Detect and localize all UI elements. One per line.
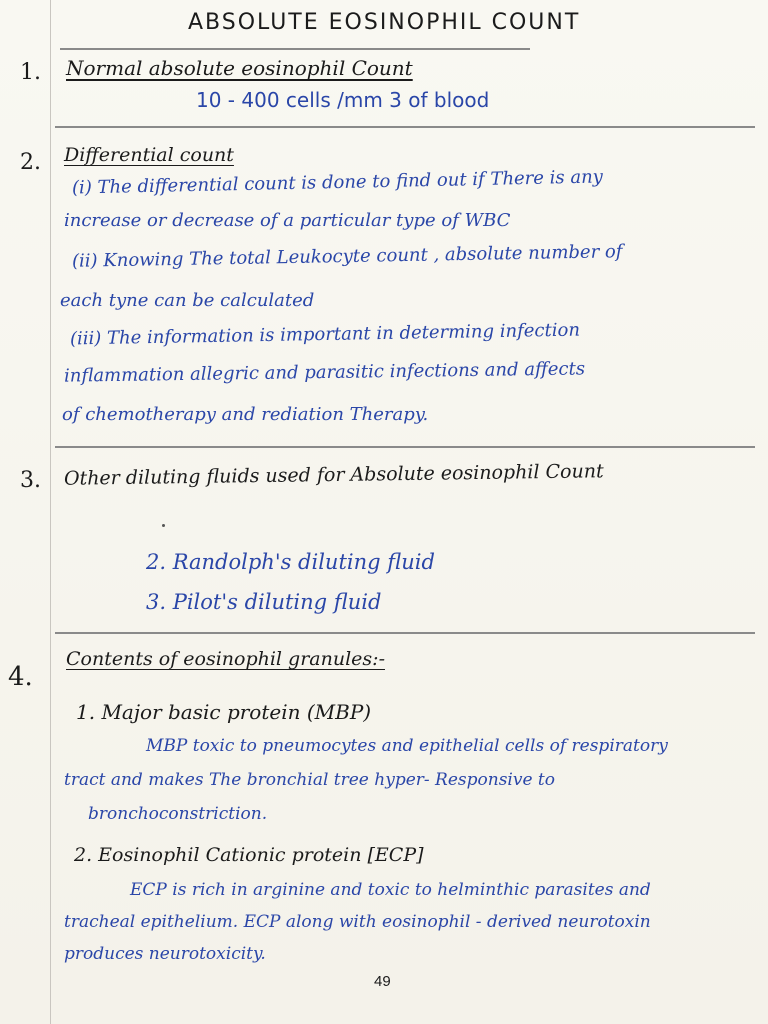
text-line: bronchoconstriction. <box>88 804 268 824</box>
divider <box>55 126 755 128</box>
text-line: of chemotherapy and rediation Therapy. <box>62 404 429 425</box>
text-line: each tyne can be calculated <box>60 290 315 311</box>
section-heading: Normal absolute eosinophil Count <box>66 56 413 80</box>
section-heading: Differential count <box>64 144 234 166</box>
text-line: tracheal epithelium. ECP along with eosinophil - derived neurotoxin <box>64 912 651 932</box>
text-line: ECP is rich in arginine and toxic to helminthic parasites and <box>130 880 651 900</box>
section-number: 2. <box>20 150 41 175</box>
margin-line <box>50 0 51 1024</box>
divider <box>55 446 755 448</box>
section-number: 1. <box>20 60 41 85</box>
text-line: (iii) The information is important in determing infection <box>69 319 581 350</box>
section-number: 4. <box>8 662 33 692</box>
text-line: MBP toxic to pneumocytes and epithelial cells of respiratory <box>146 736 668 756</box>
divider <box>55 632 755 634</box>
section-number: 3. <box>20 468 41 493</box>
text-line: (i) The differential count is done to find out if There is any <box>71 166 604 199</box>
section-heading: Other diluting fluids used for Absolute eosinophil Count <box>63 460 604 490</box>
sub-heading: 2. Eosinophil Cationic protein [ECP] <box>74 844 424 866</box>
text-line: (ii) Knowing The total Leukocyte count , absolute number of <box>71 241 623 272</box>
section-heading: Contents of eosinophil granules:- <box>66 648 385 670</box>
list-item: 2. Randolph's diluting fluid <box>146 550 435 574</box>
text-line: increase or decrease of a particular type of WBC <box>64 210 511 231</box>
sub-heading: 1. Major basic protein (MBP) <box>76 700 372 724</box>
page-number: 49 <box>374 973 391 990</box>
list-marker-dot <box>162 524 165 527</box>
page-title: ABSOLUTE EOSINOPHIL COUNT <box>188 10 581 35</box>
text-line: inflammation allegric and parasitic infections and affects <box>63 358 586 387</box>
divider <box>60 48 530 50</box>
text-line: tract and makes The bronchial tree hyper- Responsive to <box>64 770 555 790</box>
normal-range: 10 - 400 cells /mm 3 of blood <box>196 88 490 112</box>
text-line: produces neurotoxicity. <box>64 944 266 964</box>
list-item: 3. Pilot's diluting fluid <box>146 590 382 614</box>
